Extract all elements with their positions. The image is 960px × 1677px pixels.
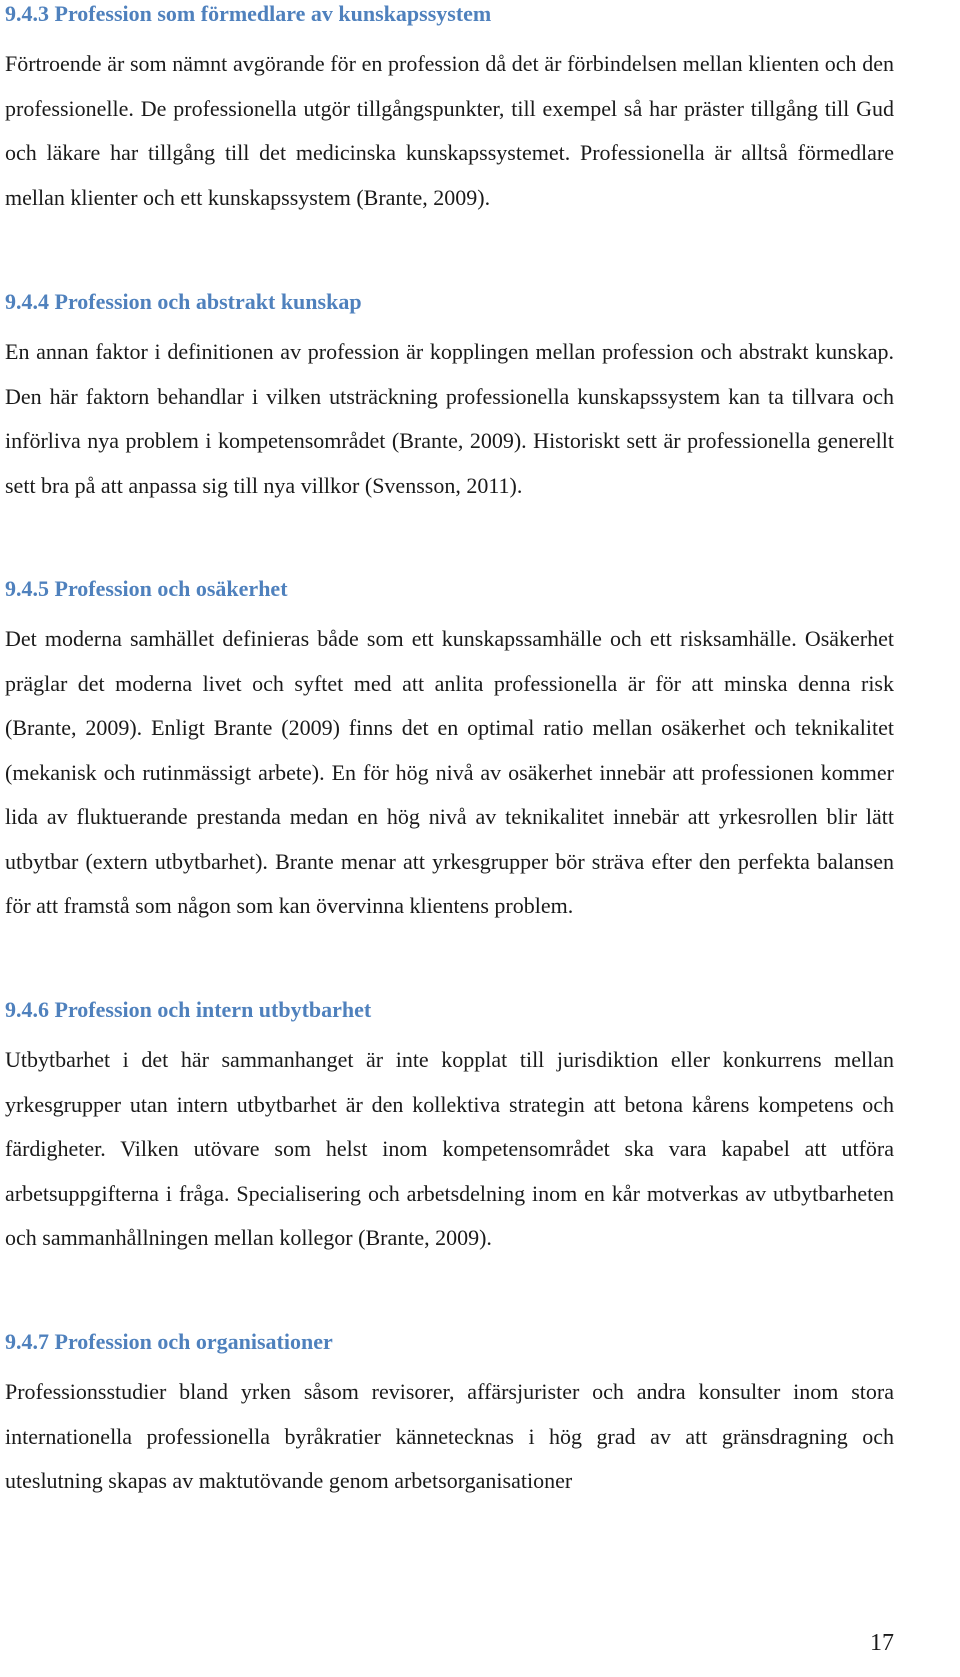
section-paragraph: Utbytbarhet i det här sammanhanget är inte kopplat till jurisdiktion eller konkurrens mellan yrkesgrupper utan intern utbytbarhet är den kollektiva strategin att betona kårens kompetens och färdigheter. Vilken utövare som helst inom kompetensområdet ska vara kapabel att utföra arbetsuppgifterna i fråga. Specialisering och arbetsdelning inom en kår motverkas av utbytbarheten och sammanhållningen mellan kollegor (Brante, 2009). [5,1047,894,1250]
section-9-4-5 [5,575,894,929]
section-heading: 9.4.6 Profession och intern utbytbarhet [5,997,372,1022]
section-paragraph: Professionsstudier bland yrken såsom revisorer, affärsjurister och andra konsulter inom stora internationella professionella byråkratier kännetecknas i hög grad av att gränsdragning och uteslutning skapas av maktutövande genom arbetsorganisationer [5,1379,894,1493]
section-heading: 9.4.4 Profession och abstrakt kunskap [5,289,362,314]
section-paragraph: Det moderna samhället definieras både som ett kunskapssamhälle och ett risksamhälle. Osäkerhet präglar det moderna livet och syftet med att anlita professionella är för att minska denna risk (Brante, 2009). Enligt Brante (2009) finns det en optimal ratio mellan osäkerhet och teknikalitet (mekanisk och rutinmässigt arbete). En för hög nivå av osäkerhet innebär att professionen kommer lida av fluktuerande prestanda medan en hög nivå av teknikalitet innebär att yrkesrollen blir lätt utbytbar (extern utbytbarhet). Brante menar att yrkesgrupper bör sträva efter den perfekta balansen för att framstå som någon som kan övervinna klientens problem. [5,626,894,918]
section-paragraph: En annan faktor i definitionen av profession är kopplingen mellan profession och abstrakt kunskap. Den här faktorn behandlar i vilken utsträckning professionella kunskapssystem kan ta tillvara och införliva nya problem i kompetensområdet (Brante, 2009). Historiskt sett är professionella generellt sett bra på att anpassa sig till nya villkor (Svensson, 2011). [5,339,894,498]
section-9-4-7 [5,1328,894,1504]
section-9-4-6 [5,996,894,1261]
section-paragraph: Förtroende är som nämnt avgörande för en profession då det är förbindelsen mellan klienten och den professionelle. De professionella utgör tillgångspunkter, till exempel så har präster tillgång till Gud och läkare har tillgång till det medicinska kunskapssystemet. Professionella är alltså förmedlare mellan klienter och ett kunskapssystem (Brante, 2009). [5,51,894,210]
section-9-4-4 [5,288,894,508]
section-heading: 9.4.7 Profession och organisationer [5,1329,333,1354]
section-9-4-3 [5,0,894,220]
page-number: 17 [870,1630,894,1656]
section-heading: 9.4.5 Profession och osäkerhet [5,576,288,601]
section-heading: 9.4.3 Profession som förmedlare av kunskapssystem [5,1,492,26]
